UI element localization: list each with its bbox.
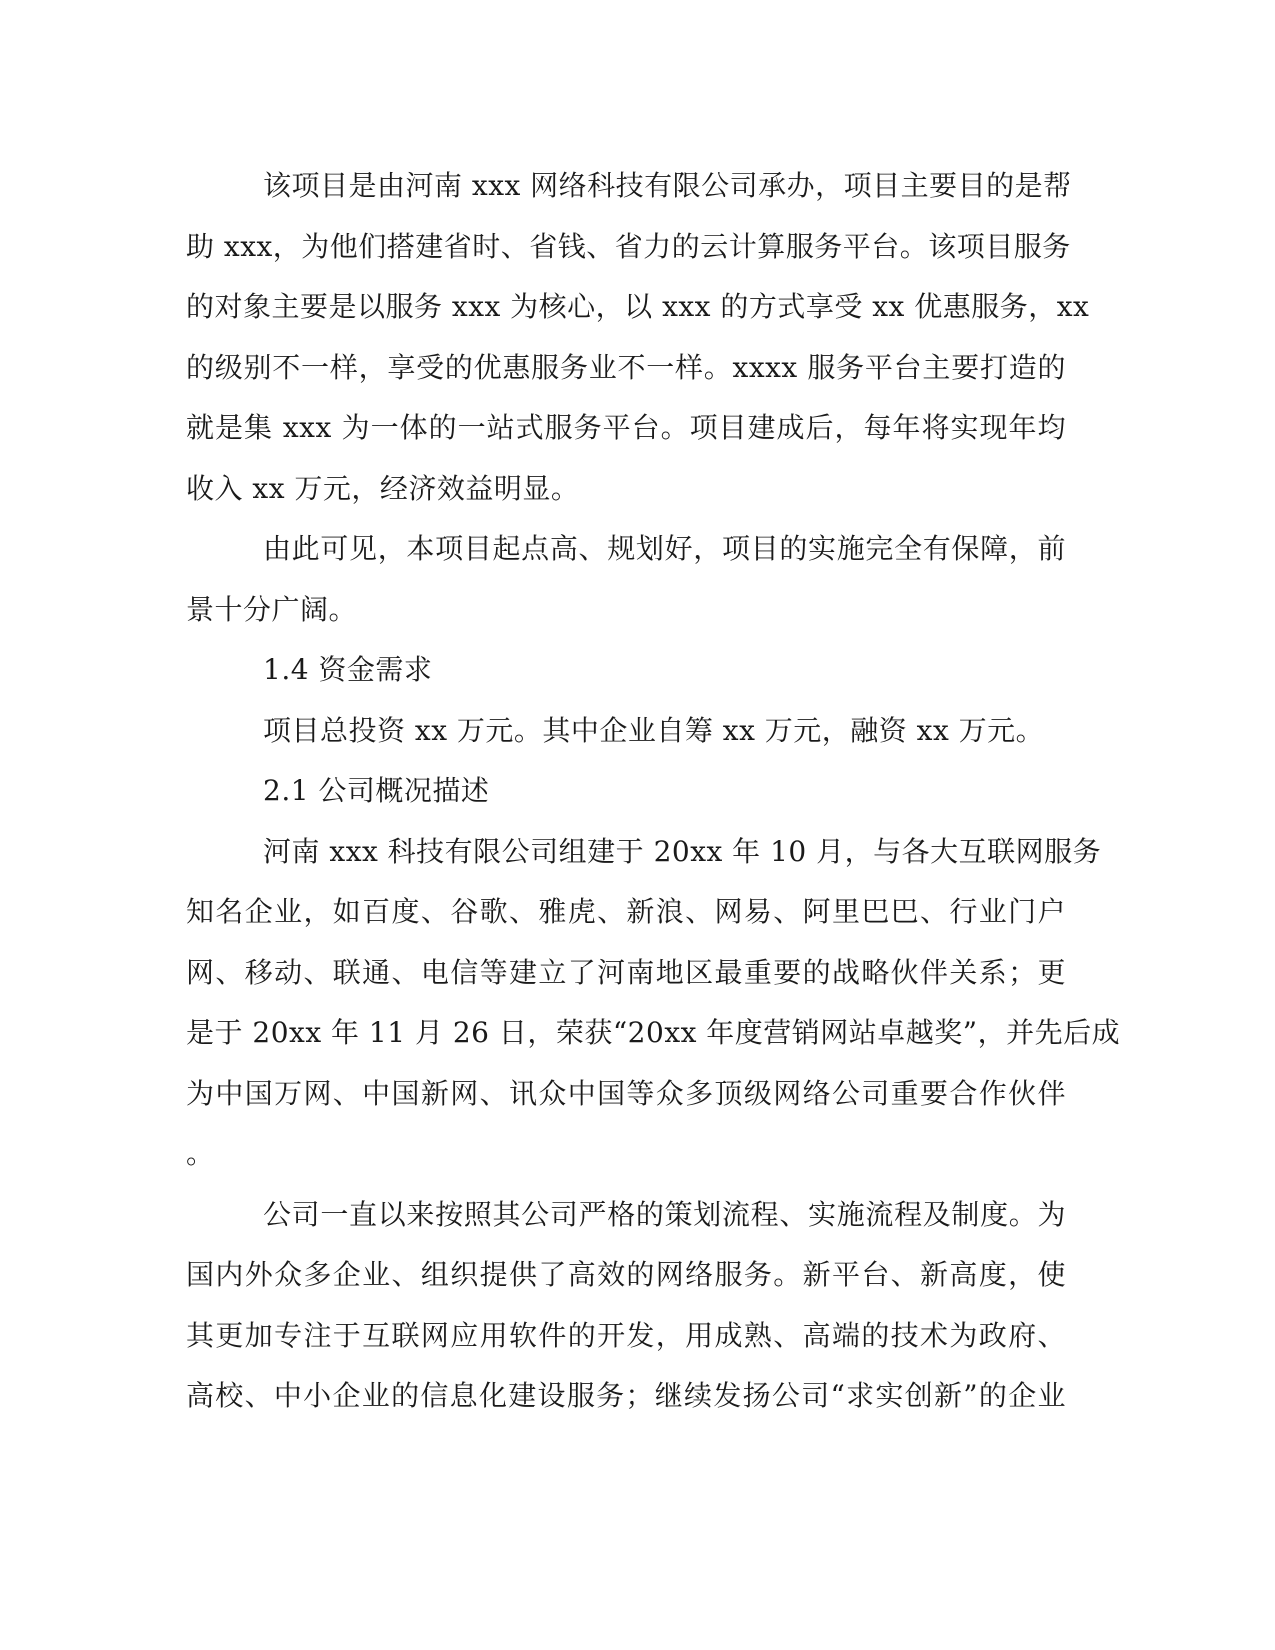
text-line: 为中国万网、中国新网、讯众中国等众多顶级网络公司重要合作伙伴	[186, 1076, 1066, 1110]
paragraph-prospect	[186, 519, 1066, 640]
text-line: 知名企业，如百度、谷歌、雅虎、新浪、网易、阿里巴巴、行业门户	[186, 895, 1066, 928]
text-line: 网、移动、联通、电信等建立了河南地区最重要的战略伙伴关系；更	[186, 955, 1066, 989]
text-line: 国内外众多企业、组织提供了高效的网络服务。新平台、新高度，使	[186, 1258, 1066, 1291]
text-line: 公司一直以来按照其公司严格的策划流程、实施流程及制度。为	[263, 1197, 1066, 1231]
paragraph-investment	[186, 701, 1066, 762]
text-line: 高校、中小企业的信息化建设服务；继续发扬公司“求实创新”的企业	[186, 1379, 1066, 1412]
text-line: 景十分广阔。	[186, 592, 358, 626]
paragraph-company-services	[186, 1185, 1066, 1427]
text-line: 的级别不一样，享受的优惠服务业不一样。xxxx 服务平台主要打造的	[186, 350, 1066, 384]
text-line: 就是集 xxx 为一体的一站式服务平台。项目建成后，每年将实现年均	[186, 411, 1066, 444]
text-line: 该项目是由河南 xxx 网络科技有限公司承办，项目主要目的是帮	[263, 169, 1072, 202]
section-heading-company-overview	[186, 761, 1066, 822]
heading-text: 2.1 公司概况描述	[263, 774, 490, 807]
text-line: 收入 xx 万元，经济效益明显。	[186, 471, 580, 505]
document-body	[186, 156, 1121, 1427]
text-line: 的对象主要是以服务 xxx 为核心，以 xxx 的方式享受 xx 优惠服务，xx	[186, 290, 1090, 323]
text-line: 其更加专注于互联网应用软件的开发，用成熟、高端的技术为政府、	[186, 1318, 1066, 1352]
text-line: 助 xxx，为他们搭建省时、省钱、省力的云计算服务平台。该项目服务	[186, 229, 1071, 263]
section-heading-funding	[186, 640, 1066, 701]
text-line: 项目总投资 xx 万元。其中企业自筹 xx 万元，融资 xx 万元。	[263, 713, 1045, 747]
heading-text: 1.4 资金需求	[263, 653, 433, 686]
paragraph-project-overview	[186, 156, 1090, 519]
text-line: 是于 20xx 年 11 月 26 日，荣获“20xx 年度营销网站卓越奖”，并先后成	[186, 1016, 1121, 1049]
paragraph-company-history	[186, 822, 1121, 1185]
text-line: 。	[186, 1137, 215, 1170]
text-line: 河南 xxx 科技有限公司组建于 20xx 年 10 月，与各大互联网服务	[263, 834, 1102, 868]
text-line: 由此可见，本项目起点高、规划好，项目的实施完全有保障，前	[263, 532, 1066, 565]
